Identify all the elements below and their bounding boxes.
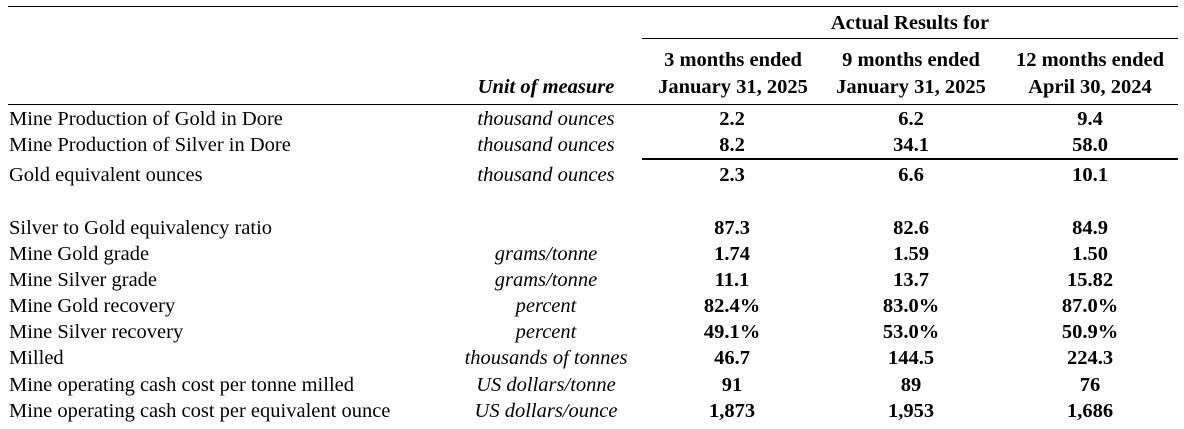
row-unit: grams/tonne [494, 243, 598, 265]
row-value: 46.7 [714, 347, 750, 369]
row-unit: US dollars/ounce [474, 400, 618, 422]
row-unit: percent [515, 295, 577, 317]
row-value: 53.0% [882, 321, 940, 343]
row-value: 49.1% [703, 321, 761, 343]
top-rule [8, 6, 1178, 7]
row-label: Mine operating cash cost per tonne milled [9, 374, 354, 396]
row-unit: thousand ounces [477, 108, 615, 130]
col-header-3-line2: April 30, 2024 [1028, 76, 1152, 98]
row-value: 1,873 [708, 400, 756, 422]
row-label: Mine Production of Silver in Dore [9, 134, 291, 156]
row-value: 10.1 [1072, 164, 1108, 186]
row-label: Mine Gold grade [9, 243, 150, 265]
row-unit: thousand ounces [477, 134, 615, 156]
row-label: Gold equivalent ounces [9, 164, 203, 186]
col-header-2-line2: January 31, 2025 [836, 76, 986, 98]
row-label: Milled [9, 347, 64, 369]
row-value: 6.6 [898, 164, 924, 186]
col-header-3-line1: 12 months ended [1015, 49, 1165, 71]
row-value: 6.2 [898, 108, 924, 130]
row-value: 82.4% [703, 295, 761, 317]
group-title: Actual Results for [830, 12, 990, 34]
row-value: 84.9 [1072, 217, 1108, 239]
row-value: 13.7 [893, 269, 929, 291]
row-value: 58.0 [1072, 134, 1108, 156]
row-value: 87.0% [1061, 295, 1119, 317]
row-value: 82.6 [893, 217, 929, 239]
row-unit: thousands of tonnes [464, 347, 628, 369]
col-header-2-line1: 9 months ended [842, 49, 980, 71]
row-value: 87.3 [714, 217, 750, 239]
row-label: Mine Gold recovery [9, 295, 176, 317]
row-unit: thousand ounces [477, 164, 615, 186]
row-value: 83.0% [882, 295, 940, 317]
row-label: Mine Silver grade [9, 269, 158, 291]
row-value: 1.74 [714, 243, 750, 265]
row-value: 50.9% [1061, 321, 1119, 343]
row-value: 1.50 [1072, 243, 1108, 265]
row-label: Mine Production of Gold in Dore [9, 108, 283, 130]
row-label: Silver to Gold equivalency ratio [9, 217, 273, 239]
row-value: 15.82 [1066, 269, 1114, 291]
row-label: Mine Silver recovery [9, 321, 184, 343]
row-value: 1,953 [887, 400, 935, 422]
row-unit: US dollars/tonne [476, 374, 616, 396]
row-value: 11.1 [714, 269, 750, 291]
row-value: 34.1 [893, 134, 929, 156]
group-header-underline [642, 38, 1178, 39]
row-value: 8.2 [719, 134, 745, 156]
row-value: 9.4 [1077, 108, 1103, 130]
row-value: 76 [1079, 374, 1101, 396]
row-value: 91 [721, 374, 743, 396]
row-value: 224.3 [1066, 347, 1114, 369]
row-unit: grams/tonne [494, 269, 598, 291]
row-value: 2.2 [719, 108, 745, 130]
row-value: 144.5 [887, 347, 935, 369]
unit-header: Unit of measure [477, 76, 615, 98]
col-header-1-line1: 3 months ended [664, 49, 802, 71]
row-unit: percent [515, 321, 577, 343]
row-label: Mine operating cash cost per equivalent ounce [9, 400, 391, 422]
row-value: 89 [900, 374, 922, 396]
row-value: 1.59 [893, 243, 929, 265]
header-bottom-rule [8, 104, 1178, 105]
subtotal-rule [642, 158, 1178, 160]
col-header-1-line2: January 31, 2025 [658, 76, 808, 98]
row-value: 1,686 [1066, 400, 1114, 422]
row-value: 2.3 [719, 164, 745, 186]
